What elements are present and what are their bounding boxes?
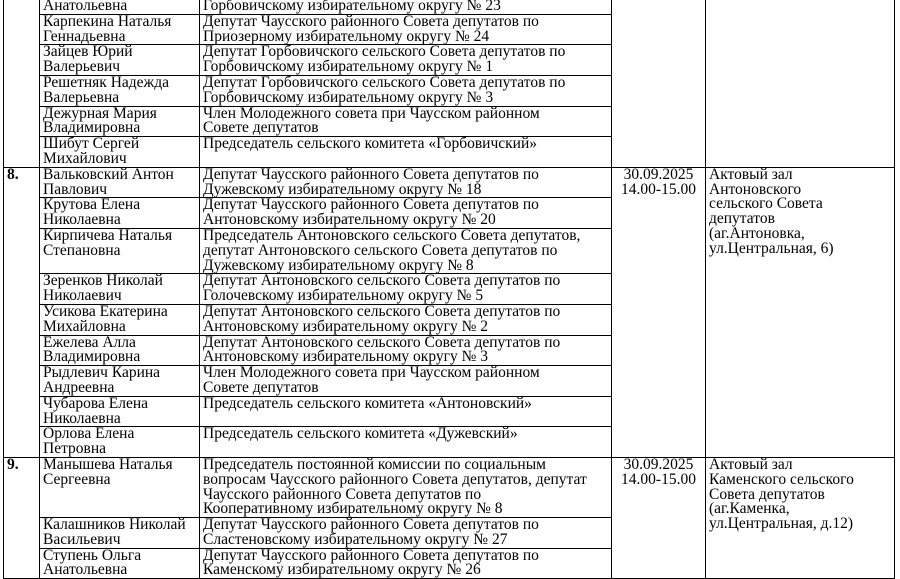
deputy-position-line: Кооперативному избирательному округу № 8 (203, 500, 503, 518)
deputy-name (40, 228, 200, 273)
deputy-position-line: депутат Антоновского сельского Совета депутатов по (203, 241, 558, 259)
deputy-name (40, 45, 200, 76)
deputy-name-line: Владимировна (43, 119, 141, 137)
deputy-position-line: Горбовичскому избирательному округу № 1 (203, 58, 494, 76)
deputy-position-line: Сластеновскому избирательному округу № 27 (203, 530, 508, 548)
deputy-name (40, 167, 200, 198)
deputy-position (200, 274, 612, 305)
deputy-position-line: Депутат Антоновского сельского Совета депутатов по (203, 272, 561, 290)
deputy-name-line: Валерьевна (43, 88, 120, 106)
deputy-name-line: Дежурная Мария (43, 104, 157, 122)
deputy-name-line: Усикова Екатерина (43, 302, 168, 320)
deputy-name-line: Михайлович (43, 149, 127, 167)
deputy-position (200, 366, 612, 397)
deputy-position (200, 106, 612, 137)
deputy-name (40, 106, 200, 137)
reception-place-line: Актовый зал (709, 165, 793, 183)
deputy-name-line: Валерьевич (43, 58, 121, 76)
deputy-name (40, 304, 200, 335)
deputy-name (40, 396, 200, 427)
reception-place-line: сельского Совета (709, 195, 823, 213)
deputy-name-line: Степановна (43, 241, 121, 259)
reception-place-line: ул.Центральная, 6) (709, 239, 834, 257)
deputy-position-line: Дужевскому избирательному округу № 8 (203, 256, 474, 274)
deputy-name (40, 457, 200, 517)
deputy-position-line: Председатель сельского комитета «Дужевский» (203, 425, 518, 443)
deputy-position (200, 45, 612, 76)
reception-datetime (612, 0, 706, 167)
deputy-name (40, 75, 200, 106)
deputy-name-line: Николаевна (43, 211, 121, 229)
deputy-position-line: Председатель сельского комитета «Горбовичский» (203, 135, 537, 153)
deputy-position (200, 548, 612, 579)
deputy-position-line: Горбовичскому избирательному округу № 23 (203, 0, 501, 14)
deputy-position (200, 518, 612, 549)
deputy-name (40, 427, 200, 458)
deputy-position (200, 137, 612, 168)
deputy-name-line: Крутова Елена (43, 196, 141, 214)
reception-place-line: (аг.Каменка, (709, 500, 790, 518)
deputy-position-line: Горбовичскому избирательному округу № 3 (203, 88, 494, 106)
entry-number: 9. (4, 457, 40, 578)
deputy-name-line: Анатольевна (43, 561, 128, 579)
reception-place-line: Совета депутатов (709, 485, 825, 503)
deputy-name-line: Ежелева Алла (43, 333, 136, 351)
deputy-position (200, 457, 612, 517)
deputy-name-line: Карпекина Наталья (43, 12, 172, 30)
deputy-position-line: Дужевскому избирательному округу № 18 (203, 180, 482, 198)
deputy-position-line: Каменскому избирательному округу № 26 (203, 561, 481, 579)
deputy-name (40, 366, 200, 397)
deputy-position (200, 198, 612, 229)
deputy-position-line: Председатель Антоновского сельского Совета депутатов, (203, 226, 581, 244)
deputy-name (40, 137, 200, 168)
deputy-name-line: Чубарова Елена (43, 394, 149, 412)
deputy-position-line: Депутат Чаусского районного Совета депутатов по (203, 516, 539, 534)
deputy-position-line: Голочевскому избирательному округу № 5 (203, 287, 484, 305)
deputy-name-line: Орлова Елена (43, 425, 135, 443)
deputy-name-line: Павлович (43, 180, 108, 198)
deputy-position (200, 304, 612, 335)
entry-number (4, 0, 40, 167)
deputy-name-line: Рыдлевич Карина (43, 364, 161, 382)
deputy-name (40, 198, 200, 229)
deputy-position-line: Депутат Чаусского районного Совета депутатов по (203, 546, 539, 564)
deputy-name (40, 335, 200, 366)
reception-place (706, 457, 895, 578)
deputy-name-line: Зайцев Юрий (43, 43, 133, 61)
deputy-name-line: Анатольевна (43, 0, 128, 14)
deputy-position (200, 335, 612, 366)
deputy-position-line: Приозерному избирательному округу № 24 (203, 27, 490, 45)
deputy-position-line: Председатель сельского комитета «Антоновский» (203, 394, 532, 412)
deputy-position (200, 228, 612, 273)
deputy-position (200, 75, 612, 106)
deputy-name-line: Сергеевна (43, 470, 111, 488)
deputy-position (200, 396, 612, 427)
deputy-position-line: Депутат Антоновского сельского Совета депутатов по (203, 302, 561, 320)
reception-place-line: (аг.Антоновка, (709, 224, 805, 242)
deputy-position (200, 14, 612, 45)
deputy-name-line: Решетняк Надежда (43, 73, 170, 91)
deputy-position-line: вопросам Чаусского районного Совета депутатов, депутат (203, 470, 587, 488)
deputy-position-line: Совете депутатов (203, 119, 319, 137)
deputy-name (40, 518, 200, 549)
table-row (4, 457, 895, 517)
deputy-name-line: Геннадьевна (43, 27, 126, 45)
deputy-position-line: Депутат Чаусского районного Совета депутатов по (203, 196, 539, 214)
deputy-position-line: Член Молодежного совета при Чаусском районном (203, 104, 540, 122)
deputy-name-line: Ступень Ольга (43, 546, 142, 564)
deputy-name (40, 14, 200, 45)
deputy-position (200, 167, 612, 198)
deputy-position-line: Антоновскому избирательному округу № 20 (203, 211, 496, 229)
deputy-position-line: Председатель постоянной комиссии по социальным (203, 455, 546, 473)
reception-date: 30.09.2025 (623, 455, 694, 473)
reception-place-line: Актовый зал (709, 455, 793, 473)
deputy-name-line: Калашников Николай (43, 516, 186, 534)
deputy-position-line: Депутат Чаусского районного Совета депутатов по (203, 165, 539, 183)
deputy-position (200, 427, 612, 458)
reception-time: 14.00-15.00 (621, 180, 696, 198)
deputy-position-line: Депутат Чаусского районного Совета депутатов по (203, 12, 539, 30)
table-row (4, 167, 895, 198)
deputy-position-line: Депутат Горбовичского сельского Совета депутатов по (203, 73, 566, 91)
deputy-name (40, 548, 200, 579)
reception-place-line: Каменского сельского (709, 470, 854, 488)
deputies-reception-table (3, 0, 895, 579)
reception-date: 30.09.2025 (623, 165, 694, 183)
deputy-name-line: Кирпичева Наталья (43, 226, 173, 244)
deputy-name-line: Михайловна (43, 317, 126, 335)
deputy-name-line: Андреевна (43, 378, 115, 396)
deputy-position-line: Антоновскому избирательному округу № 3 (203, 348, 489, 366)
deputy-name-line: Шибут Сергей (43, 135, 140, 153)
reception-datetime (612, 457, 706, 578)
deputy-position-line: Член Молодежного совета при Чаусском районном (203, 364, 540, 382)
reception-place-line: депутатов (709, 210, 775, 228)
reception-time: 14.00-15.00 (621, 470, 696, 488)
deputy-position-line: Депутат Антоновского сельского Совета депутатов по (203, 333, 561, 351)
deputy-name (40, 274, 200, 305)
deputy-name-line: Вальковский Антон (43, 165, 174, 183)
reception-place (706, 167, 895, 457)
reception-place-line: Антоновского (709, 180, 802, 198)
deputy-position-line: Депутат Горбовичского сельского Совета депутатов по (203, 43, 566, 61)
deputy-name-line: Николаевна (43, 409, 121, 427)
deputy-position-line: Совете депутатов (203, 378, 319, 396)
deputy-name-line: Петровна (43, 440, 107, 458)
deputy-name-line: Владимировна (43, 348, 141, 366)
reception-datetime (612, 167, 706, 457)
entry-number: 8. (4, 167, 40, 457)
deputy-position-line: Чаусского районного Совета депутатов по (203, 485, 482, 503)
reception-place-line: ул.Центральная, д.12) (709, 515, 854, 533)
deputy-position-line: Антоновскому избирательному округу № 2 (203, 317, 489, 335)
reception-place (706, 0, 895, 167)
deputy-name-line: Васильевич (43, 530, 121, 548)
deputy-name-line: Манышева Наталья (43, 455, 173, 473)
deputy-name-line: Николаевич (43, 287, 122, 305)
deputy-name-line: Зеренков Николай (43, 272, 163, 290)
